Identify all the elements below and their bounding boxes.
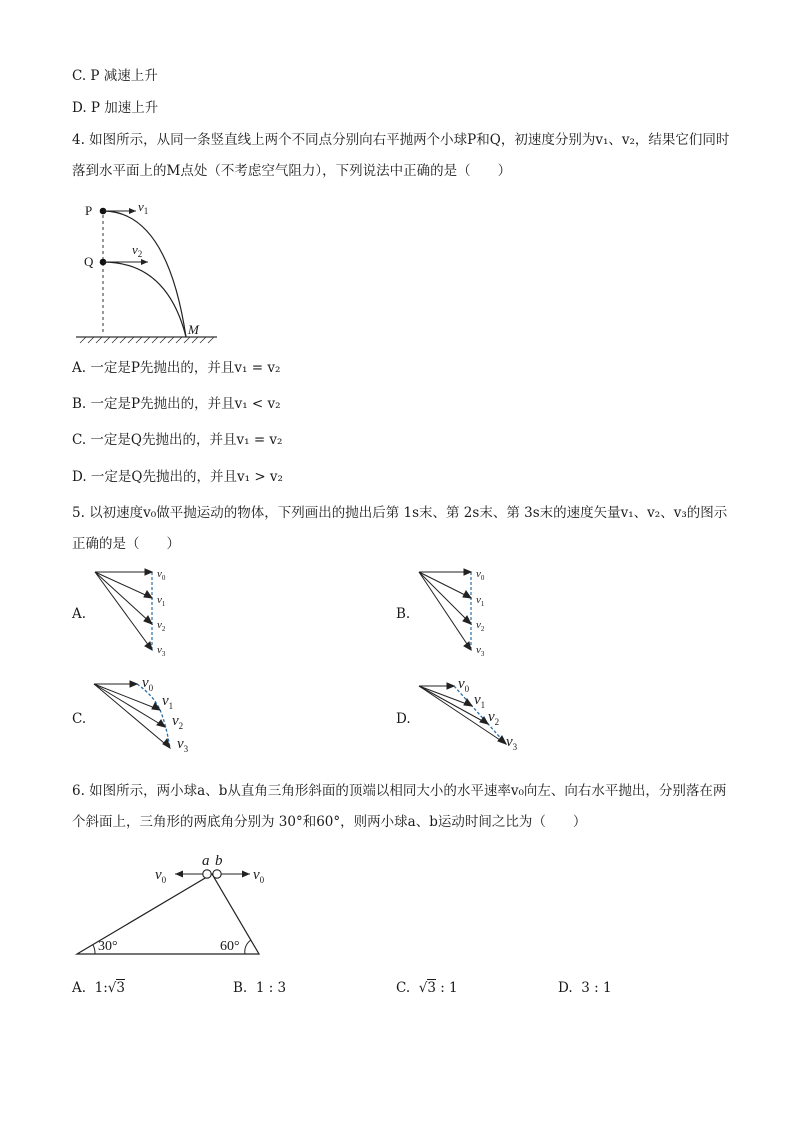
- q4-trajectory-q: [103, 262, 186, 337]
- svg-text:v0: $v_0$: [142, 675, 154, 693]
- q6-label-a: a: [202, 853, 210, 869]
- q6-angle-60-arc: [245, 940, 251, 954]
- q4-arrowhead-v1: [129, 208, 136, 214]
- q3-option-c: C. P 减速上升: [72, 68, 158, 84]
- q6-angle-30-arc: [93, 945, 95, 954]
- q6-stem: 6. 如图所示，两小球a、b从直角三角形斜面的顶端以相同大小的水平速率v₀向左、向右水平抛出，分别落在两个斜面上，三角形的两底角分别为 30°和60°，则两小球a、b运动时间之比为（ ）: [72, 783, 727, 830]
- q5-label-b: B.: [396, 606, 411, 622]
- q4-label-m: M: [188, 322, 199, 337]
- q6-label-v0-right: $v_0$: [253, 867, 265, 885]
- svg-text:v3: $v_3$: [157, 644, 166, 658]
- q5-diagram-c: [92, 672, 202, 758]
- q4-label-p: P: [85, 203, 93, 218]
- q6-label-60: 60°: [220, 939, 240, 954]
- svg-text:v1: $v_1$: [162, 693, 174, 711]
- q4-ground-hatch: [80, 337, 214, 343]
- q4-option-d: D. 一定是Q先抛出的，并且v₁ > v₂: [72, 469, 283, 485]
- q4-figure: [72, 195, 232, 345]
- svg-text:v2: $v_2$: [488, 709, 500, 727]
- q4-label-v1: $v_1$: [138, 199, 149, 216]
- svg-text:v2: $v_2$: [476, 619, 485, 633]
- svg-text:v1: $v_1$: [157, 594, 166, 608]
- svg-text:v0: $v_0$: [476, 568, 485, 582]
- q5-diagram-d: [416, 672, 536, 758]
- q6-arrow-left: [175, 871, 183, 878]
- svg-text:v2: $v_2$: [172, 713, 184, 731]
- q4-option-a: A. 一定是P先抛出的，并且v₁ = v₂: [72, 360, 281, 376]
- q6-label-v0-left: $v_0$: [155, 867, 167, 885]
- q6-figure: [72, 848, 282, 960]
- q4-label-v2: $v_2$: [132, 242, 143, 259]
- q4-stem: 4. 如图所示，从同一条竖直线上两个不同点分别向右平抛两个小球P和Q，初速度分别为v₁、v₂，结果它们同时落到水平面上的M点处（不考虑空气阻力），下列说法中正确的是（ ）: [72, 132, 730, 179]
- svg-text:v1: $v_1$: [476, 594, 485, 608]
- q4-trajectory-p: [103, 211, 186, 337]
- q6-option-a: A. 1:√3: [72, 980, 125, 996]
- q5-label-d: D.: [396, 711, 411, 727]
- svg-text:v1: $v_1$: [474, 692, 486, 710]
- q4-option-c: C. 一定是Q先抛出的，并且v₁ = v₂: [72, 432, 283, 448]
- q5-label-c: C.: [72, 711, 87, 727]
- q6-option-d: D. 3 : 1: [558, 980, 612, 996]
- q6-arrow-right: [242, 871, 250, 878]
- q6-ball-b: [213, 870, 221, 878]
- svg-text:v0: $v_0$: [458, 676, 470, 694]
- svg-text:v3: $v_3$: [506, 734, 518, 752]
- q5-stem: 5. 以初速度v₀做平抛运动的物体，下列画出的抛出后第 1s末、第 2s末、第 3s末的速度矢量v₁、v₂、v₃的图示正确的是（ ）: [72, 505, 728, 552]
- q5-diagram-b: [416, 566, 516, 658]
- q6-label-b: b: [215, 853, 223, 869]
- q5-label-a: A.: [72, 606, 87, 622]
- svg-text:v2: $v_2$: [157, 619, 166, 633]
- q3-option-d: D. P 加速上升: [72, 100, 159, 116]
- svg-text:v0: $v_0$: [157, 568, 166, 582]
- svg-text:v3: $v_3$: [177, 736, 189, 754]
- q6-option-c: C. √3 : 1: [396, 980, 458, 996]
- q5-diagram-a: [92, 566, 192, 658]
- q6-ball-a: [203, 870, 211, 878]
- q6-label-30: 30°: [98, 939, 118, 954]
- svg-text:v3: $v_3$: [476, 644, 485, 658]
- q4-option-b: B. 一定是P先抛出的，并且v₁ < v₂: [72, 396, 281, 412]
- q4-label-q: Q: [84, 254, 94, 269]
- q4-arrowhead-v2: [141, 259, 148, 265]
- q6-option-b: B. 1 : 3: [233, 980, 287, 996]
